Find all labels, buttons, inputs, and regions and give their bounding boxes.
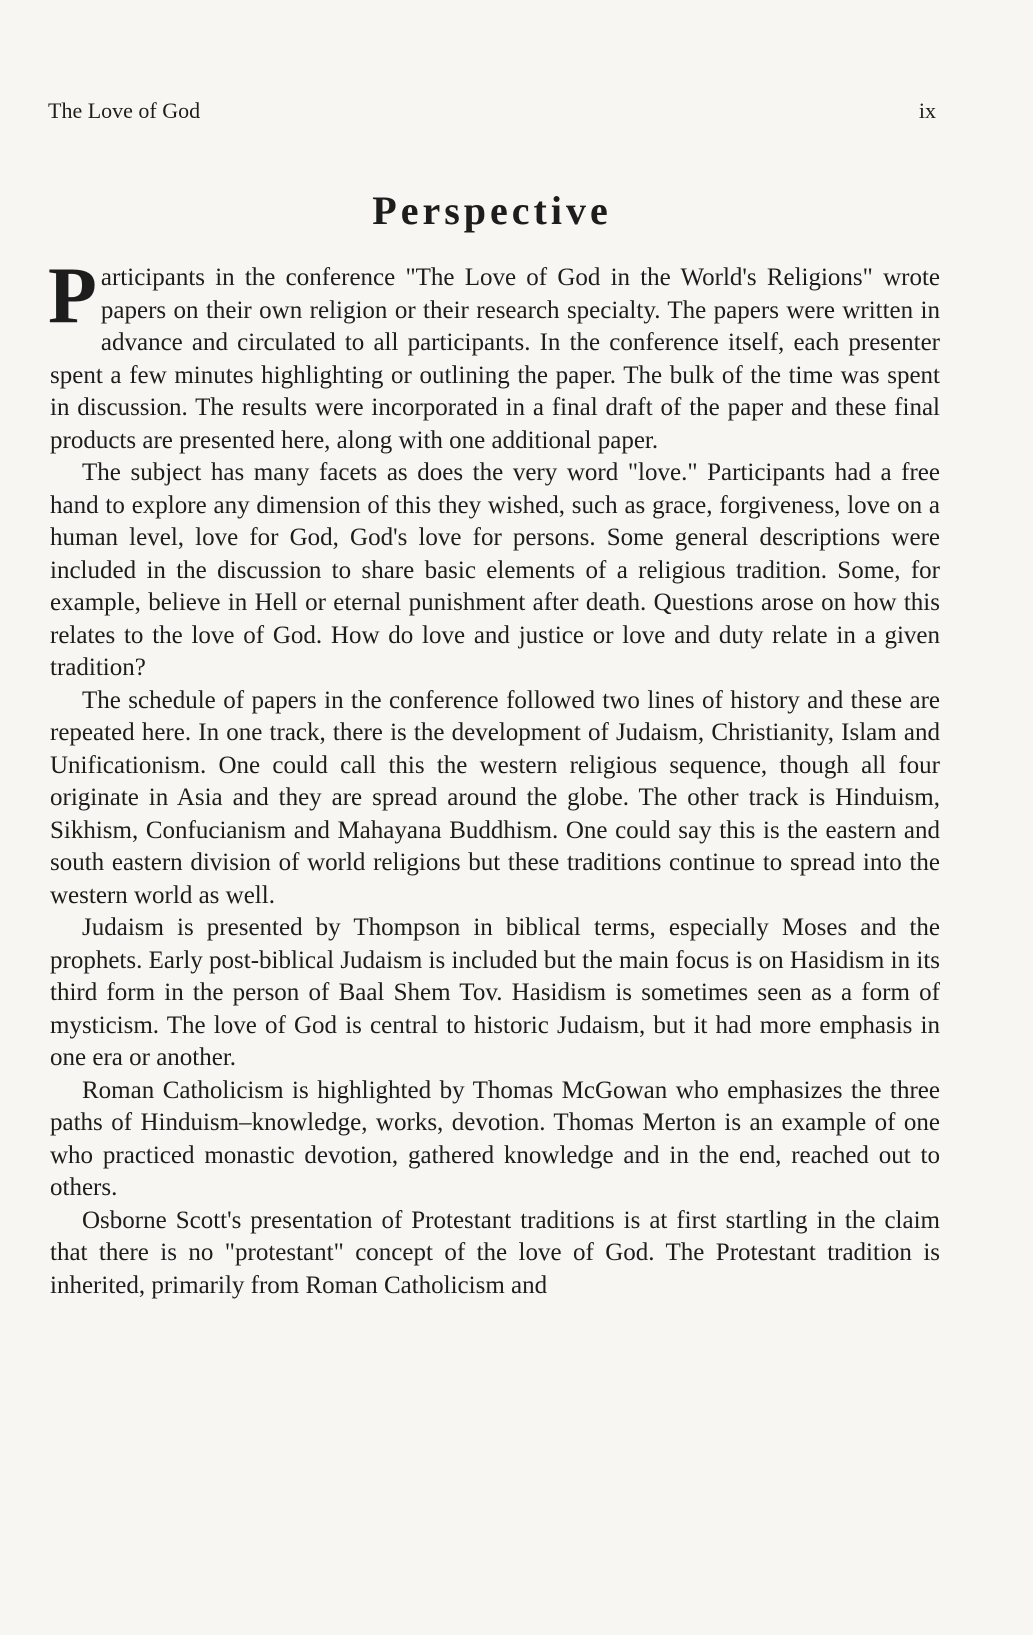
paragraph-4: Judaism is presented by Thompson in biblical terms, especially Moses and the prophets. Early post-biblical Judaism is included but the main focus is on Hasidism in its third form in the person of Baal Shem Tov. Hasidism is sometimes seen as a form of mysticism. The love of God is central to historic Judaism, but it had more emphasis in one era or another. — [50, 914, 940, 1071]
paragraph-2: The subject has many facets as does the very word "love." Participants had a free hand to explore any dimension of this they wished, such as grace, forgiveness, love on a human level, love for God, God's love for persons. Some general descriptions were included in the discussion to share basic elements of a religious tradition. Some, for example, believe in Hell or eternal punishment after death. Questions arose on how this relates to the love of God. How do love and justice or love and duty relate in a given tradition? — [50, 459, 940, 681]
paragraph-6: Osborne Scott's presentation of Protestant traditions is at first startling in the claim that there is no "protestant" concept of the love of God. The Protestant tradition is inherited, primarily from Roman Catholicism and — [50, 1206, 940, 1299]
running-title: The Love of God — [48, 98, 201, 123]
paragraph-1 — [48, 252, 940, 457]
paragraph-1-text: articipants in the conference "The Love of God in the World's Religions" wrote papers on their own religion or their research specialty. The papers were written in advance and circulated to all participants. In the conference itself, each presenter spent a few minutes highlighting or outlining the paper. The bulk of the time was spent in discussion. The results were incorporated in a final draft of the paper and these final products are presented here, along with one additional paper. — [50, 264, 940, 454]
page-number: ix — [918, 98, 936, 123]
chapter-title: Perspective — [372, 188, 612, 233]
body-text — [48, 252, 940, 1302]
drop-cap: P — [48, 252, 97, 340]
running-head — [48, 96, 936, 126]
paragraph-3: The schedule of papers in the conference followed two lines of history and these are repeated here. In one track, there is the development of Judaism, Christianity, Islam and Unificationism. One could call this the western religious sequence, though all four originate in Asia and they are spread around the globe. The other track is Hinduism, Sikhism, Confucianism and Mahayana Buddhism. One could say this is the eastern and south eastern division of world religions but these traditions continue to spread into the western world as well. — [50, 686, 940, 909]
paragraph-5: Roman Catholicism is highlighted by Thomas McGowan who emphasizes the three paths of Hinduism–knowledge, works, devotion. Thomas Merton is an example of one who practiced monastic devotion, gathered knowledge and in the end, reached out to others. — [50, 1076, 940, 1201]
